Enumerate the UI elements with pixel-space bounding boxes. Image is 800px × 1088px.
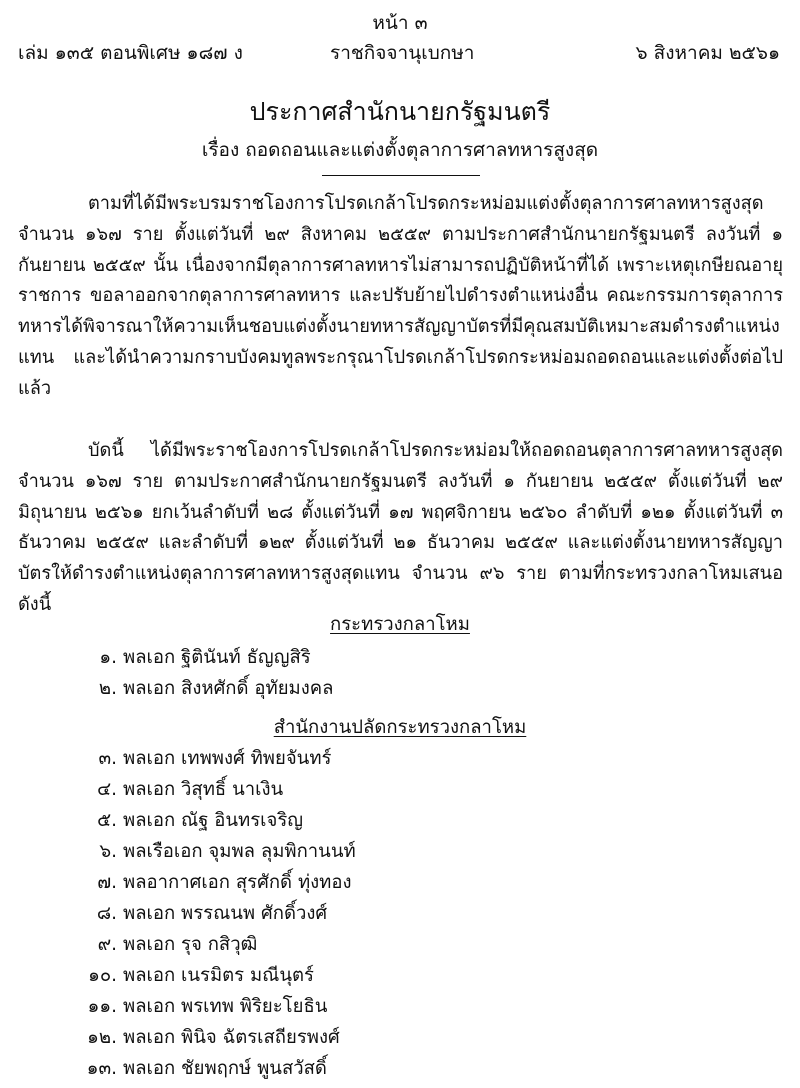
appointee-name: พลเอก เนรมิตร มณีนุตร์ xyxy=(123,965,314,986)
body-paragraph-2: บัดนี้ ได้มีพระราชโองการโปรดเกล้าโปรดกระหม่อมให้ถอดถอนตุลาการศาลทหารสูงสุด จำนวน ๑๖๗ ราย ตามประกาศสำนักนายกรัฐมนตรี ลงวันที่ ๑ กันยายน ๒๕๕๙ ตั้งแต่วันที่ ๒๙ มิถุนายน ๒๕๖๑ ยกเว้นลำดับที่ ๒๘ ตั้งแต่วันที่ ๑๗ พฤศจิกายน ๒๕๖๐ ลำดับที่ ๑๒๑ ตั้งแต่วันที่ ๓ ธันวาคม ๒๕๕๙ และลำดับที่ ๑๒๙ ตั้งแต่วันที่ ๒๑ ธันวาคม ๒๕๕๙ และแต่งตั้งนายทหารสัญญาบัตรให้ดำรงตำแหน่งตุลาการศาลทหารสูงสุดแทน จำนวน ๙๖ ราย ตามที่กระทรวงกลาโหมเสนอ ดังนี้ xyxy=(18,440,783,615)
announcement-title: ประกาศสำนักนายกรัฐมนตรี xyxy=(249,97,551,126)
volume-issue: เล่ม ๑๓๕ ตอนพิเศษ ๑๘๗ ง xyxy=(18,42,243,64)
appointee-row xyxy=(0,867,800,898)
appointee-name: พลเอก ชัยพฤกษ์ พูนสวัสดิ์ xyxy=(123,1058,327,1079)
appointee-number: ๗. xyxy=(97,872,117,893)
appointee-number: ๘. xyxy=(96,903,117,924)
appointee-name: พลอากาศเอก สุรศักดิ์ ทุ่งทอง xyxy=(123,872,352,893)
page-number: หน้า ๓ xyxy=(372,12,428,34)
appointee-name: พลเรือเอก จุมพล ลุมพิกานนท์ xyxy=(123,841,356,862)
appointee-row xyxy=(0,743,800,774)
appointee-row xyxy=(0,898,800,929)
appointee-list-ministry xyxy=(0,642,800,704)
appointee-row xyxy=(0,836,800,867)
section-heading-ministry-of-defence: กระทรวงกลาโหม xyxy=(330,614,470,635)
appointee-number: ๔. xyxy=(97,779,117,800)
publication-date: ๖ สิงหาคม ๒๕๖๑ xyxy=(635,42,780,64)
appointee-number: ๙. xyxy=(97,934,117,955)
appointee-list-office xyxy=(0,743,800,1084)
appointee-row xyxy=(0,774,800,805)
appointee-row xyxy=(0,991,800,1022)
appointee-name: พลเอก สิงหศักดิ์ อุทัยมงคล xyxy=(123,678,334,699)
appointee-name: พลเอก เทพพงศ์ ทิพยจันทร์ xyxy=(123,748,332,769)
appointee-name: พลเอก พรรณนพ ศักดิ์วงศ์ xyxy=(123,903,328,924)
appointee-name: พลเอก ฐิตินันท์ ธัญญสิริ xyxy=(123,647,311,668)
appointee-number: ๓. xyxy=(98,748,117,769)
section-heading-office-of-permanent-secretary: สำนักงานปลัดกระทรวงกลาโหม xyxy=(273,717,527,738)
appointee-row xyxy=(0,673,800,704)
gazette-name: ราชกิจจานุเบกษา xyxy=(330,42,475,64)
appointee-row xyxy=(0,1053,800,1084)
appointee-number: ๑. xyxy=(99,647,117,668)
appointee-number: ๑๓. xyxy=(86,1058,117,1079)
appointee-name: พลเอก พรเทพ พิริยะโยธิน xyxy=(123,996,328,1017)
title-divider xyxy=(322,175,480,176)
appointee-row xyxy=(0,805,800,836)
appointee-number: ๑๑. xyxy=(87,996,117,1017)
appointee-row xyxy=(0,929,800,960)
appointee-name: พลเอก พินิจ ฉัตรเสถียรพงศ์ xyxy=(123,1027,340,1048)
appointee-row xyxy=(0,1022,800,1053)
announcement-subject: เรื่อง ถอดถอนและแต่งตั้งตุลาการศาลทหารสูงสุด xyxy=(201,139,599,161)
appointee-number: ๖. xyxy=(99,841,117,862)
appointee-row xyxy=(0,960,800,991)
appointee-name: พลเอก รุจ กสิวุฒิ xyxy=(123,934,258,955)
appointee-name: พลเอก วิสุทธิ์ นาเงิน xyxy=(123,779,284,800)
body-paragraph-1: ตามที่ได้มีพระบรมราชโองการโปรดเกล้าโปรดกระหม่อมแต่งตั้งตุลาการศาลทหารสูงสุด จำนวน ๑๖๗ ราย ตั้งแต่วันที่ ๒๙ สิงหาคม ๒๕๕๙ ตามประกาศสำนักนายกรัฐมนตรี ลงวันที่ ๑ กันยายน ๒๕๕๙ นั้น เนื่องจากมีตุลาการศาลทหารไม่สามารถปฏิบัติหน้าที่ได้ เพราะเหตุเกษียณอายุราชการ ขอลาออกจากตุลาการศาลทหาร และปรับย้ายไปดำรงตำแหน่งอื่น คณะกรรมการตุลาการทหารได้พิจารณาให้ความเห็นชอบแต่งตั้งนายทหารสัญญาบัตรที่มีคุณสมบัติเหมาะสมดำรงตำแหน่งแทน และได้นำความกราบบังคมทูลพระกรุณาโปรดเกล้าโปรดกระหม่อมถอดถอนและแต่งตั้งต่อไปแล้ว xyxy=(18,193,783,399)
appointee-number: ๑๐. xyxy=(88,965,117,986)
appointee-number: ๕. xyxy=(97,810,117,831)
appointee-number: ๒. xyxy=(98,678,117,699)
appointee-row xyxy=(0,642,800,673)
appointee-number: ๑๒. xyxy=(87,1027,117,1048)
appointee-name: พลเอก ณัฐ อินทรเจริญ xyxy=(123,810,304,831)
